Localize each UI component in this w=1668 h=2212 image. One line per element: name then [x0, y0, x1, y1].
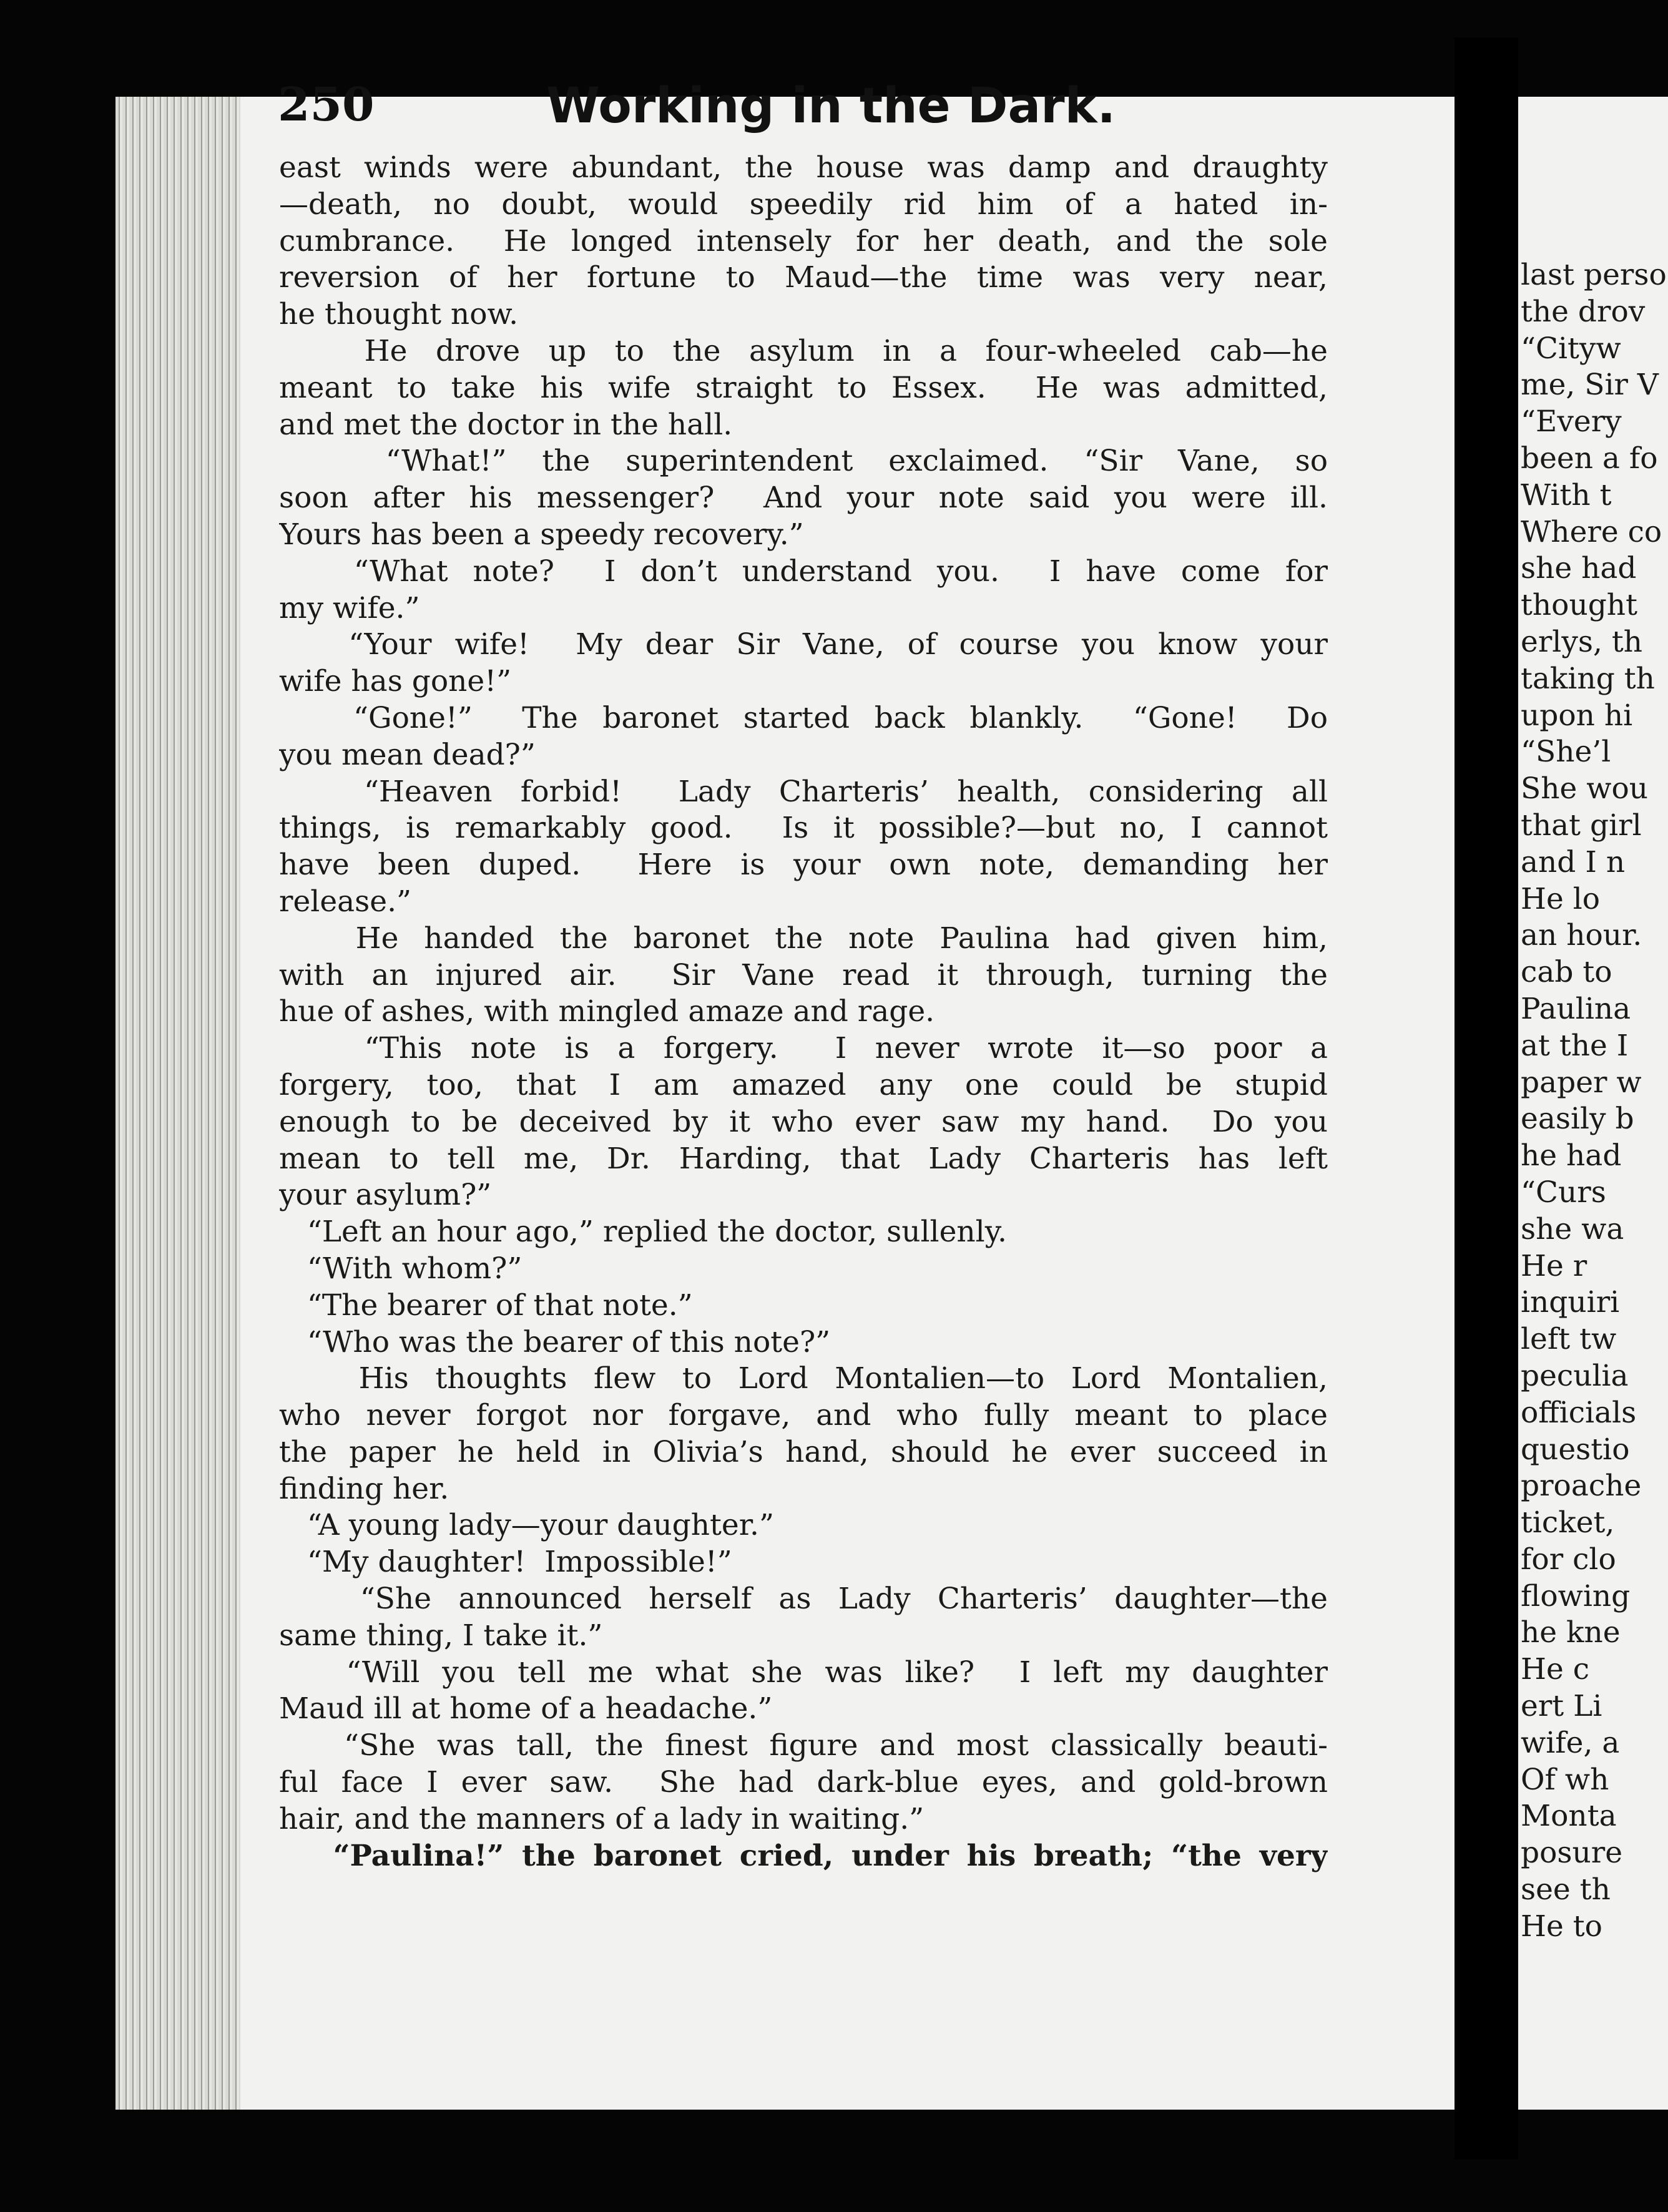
text-line: hue of ashes, with mingled amaze and rage.: [279, 994, 935, 1029]
text-line: Paulina: [1521, 991, 1631, 1026]
text-line: the drov: [1521, 294, 1646, 329]
text-line: “Will you tell me what she was like? I left my daughter: [279, 1655, 1328, 1690]
page-edge-stack: [115, 97, 240, 2110]
text-line: “Curs: [1521, 1175, 1606, 1210]
text-line: His thoughts flew to Lord Montalien—to Lord Montalien,: [279, 1361, 1328, 1396]
text-line: same thing, I take it.”: [279, 1618, 603, 1653]
left-page-text: [279, 150, 1328, 1874]
text-line: “Who was the bearer of this note?”: [279, 1324, 831, 1359]
text-line: my wife.”: [279, 590, 420, 625]
text-line: “Paulina!” the baronet cried, under his breath; “the very: [279, 1838, 1328, 1873]
text-line: Yours has been a speedy recovery.”: [279, 517, 804, 552]
book-gutter: [1455, 37, 1518, 2160]
text-line: “Cityw: [1521, 331, 1621, 366]
text-line: “She’l: [1521, 735, 1611, 770]
text-line: soon after his messenger? And your note said you were ill.: [279, 481, 1328, 516]
text-line: he had: [1521, 1138, 1622, 1173]
text-line: posure: [1521, 1836, 1623, 1871]
text-line: “She was tall, the finest figure and most classically beauti-: [279, 1728, 1328, 1763]
text-line: cumbrance. He longed intensely for her death, and the sole: [279, 223, 1328, 258]
text-line: me, Sir V: [1521, 368, 1659, 403]
text-line: ful face I ever saw. She had dark-blue eyes, and gold-brown: [279, 1765, 1328, 1800]
text-line: for clo: [1521, 1542, 1616, 1577]
text-line: “What note? I don’t understand you. I have come for: [279, 554, 1328, 589]
text-line: you mean dead?”: [279, 737, 536, 772]
text-line: Where co: [1521, 514, 1662, 549]
text-line: thought: [1521, 588, 1637, 623]
text-line: Of wh: [1521, 1762, 1609, 1797]
text-line: “My daughter! Impossible!”: [279, 1545, 732, 1580]
text-line: he thought now.: [279, 297, 519, 332]
running-title: Working in the Dark.: [546, 78, 1116, 134]
text-line: wife, a: [1521, 1725, 1620, 1760]
text-line: “With whom?”: [279, 1251, 522, 1286]
text-line: finding her.: [279, 1471, 449, 1506]
text-line: east winds were abundant, the house was damp and draughty: [279, 150, 1328, 185]
text-line: He drove up to the asylum in a four-wheeled cab—he: [279, 333, 1328, 368]
text-line: “Gone!” The baronet started back blankly. “Gone! Do: [279, 700, 1328, 735]
text-line: things, is remarkably good. Is it possible?—but no, I cannot: [279, 811, 1328, 846]
text-line: she had: [1521, 551, 1637, 586]
text-line: He r: [1521, 1248, 1587, 1283]
text-line: left tw: [1521, 1322, 1617, 1357]
text-line: ticket,: [1521, 1505, 1615, 1540]
text-line: She wou: [1521, 771, 1649, 806]
text-line: forgery, too, that I am amazed any one could be stupid: [279, 1067, 1328, 1102]
text-line: “This note is a forgery. I never wrote it—so poor a: [279, 1031, 1328, 1066]
text-line: see th: [1521, 1872, 1611, 1907]
text-line: “Every: [1521, 404, 1622, 439]
text-line: “What!” the superintendent exclaimed. “Sir Vane, so: [279, 444, 1328, 479]
text-line: “A young lady—your daughter.”: [279, 1508, 775, 1543]
page-header: [278, 78, 1401, 153]
text-line: He c: [1521, 1652, 1590, 1687]
text-line: upon hi: [1521, 698, 1633, 733]
text-line: who never forgot nor forgave, and who fully meant to place: [279, 1398, 1328, 1433]
page-number: 250: [278, 78, 375, 132]
text-line: “The bearer of that note.”: [279, 1288, 693, 1323]
text-line: enough to be deceived by it who ever saw my hand. Do you: [279, 1104, 1328, 1139]
text-line: release.”: [279, 884, 412, 919]
text-line: hair, and the manners of a lady in waiting.”: [279, 1801, 925, 1836]
text-line: He lo: [1521, 881, 1601, 916]
text-line: flowing: [1521, 1578, 1631, 1613]
text-line: “Your wife! My dear Sir Vane, of course you know your: [279, 627, 1328, 662]
text-line: he kne: [1521, 1615, 1621, 1650]
text-line: Maud ill at home of a headache.”: [279, 1691, 773, 1726]
text-line: easily b: [1521, 1102, 1634, 1137]
text-line: and I n: [1521, 844, 1626, 879]
text-line: wife has gone!”: [279, 664, 512, 699]
text-line: the paper he held in Olivia’s hand, should he ever succeed in: [279, 1434, 1328, 1469]
right-page-text: [1521, 257, 1668, 1945]
text-line: With t: [1521, 477, 1612, 512]
text-line: last perso: [1521, 258, 1667, 292]
text-line: at the I: [1521, 1028, 1629, 1063]
text-line: with an injured air. Sir Vane read it through, turning the: [279, 957, 1328, 992]
text-line: officials: [1521, 1395, 1637, 1430]
text-line: paper w: [1521, 1065, 1642, 1100]
text-line: —death, no doubt, would speedily rid him of a hated in-: [279, 187, 1328, 222]
text-line: been a fo: [1521, 441, 1658, 476]
text-line: reversion of her fortune to Maud—the time was very near,: [279, 260, 1328, 295]
text-line: erlys, th: [1521, 624, 1643, 659]
text-line: taking th: [1521, 661, 1655, 696]
text-line: Monta: [1521, 1799, 1617, 1834]
text-line: mean to tell me, Dr. Harding, that Lady Charteris has left: [279, 1141, 1328, 1176]
text-line: inquiri: [1521, 1285, 1620, 1320]
text-line: ert Li: [1521, 1689, 1602, 1724]
text-line: “Left an hour ago,” replied the doctor, sullenly.: [279, 1215, 1007, 1250]
text-line: that girl: [1521, 808, 1642, 843]
text-line: “Heaven forbid! Lady Charteris’ health, considering all: [279, 774, 1328, 809]
text-line: an hour.: [1521, 918, 1642, 953]
text-line: He handed the baronet the note Paulina had given him,: [279, 921, 1328, 956]
text-line: questio: [1521, 1432, 1630, 1467]
text-line: cab to: [1521, 955, 1612, 990]
text-line: meant to take his wife straight to Essex. He was admitted,: [279, 370, 1328, 405]
text-line: have been duped. Here is your own note, demanding her: [279, 848, 1328, 883]
text-line: peculia: [1521, 1358, 1629, 1393]
text-line: she wa: [1521, 1211, 1624, 1246]
text-line: He to: [1521, 1909, 1602, 1944]
text-line: “She announced herself as Lady Charteris’ daughter—the: [279, 1582, 1328, 1617]
text-line: and met the doctor in the hall.: [279, 407, 733, 442]
text-line: your asylum?”: [279, 1178, 492, 1213]
text-line: proache: [1521, 1469, 1642, 1504]
